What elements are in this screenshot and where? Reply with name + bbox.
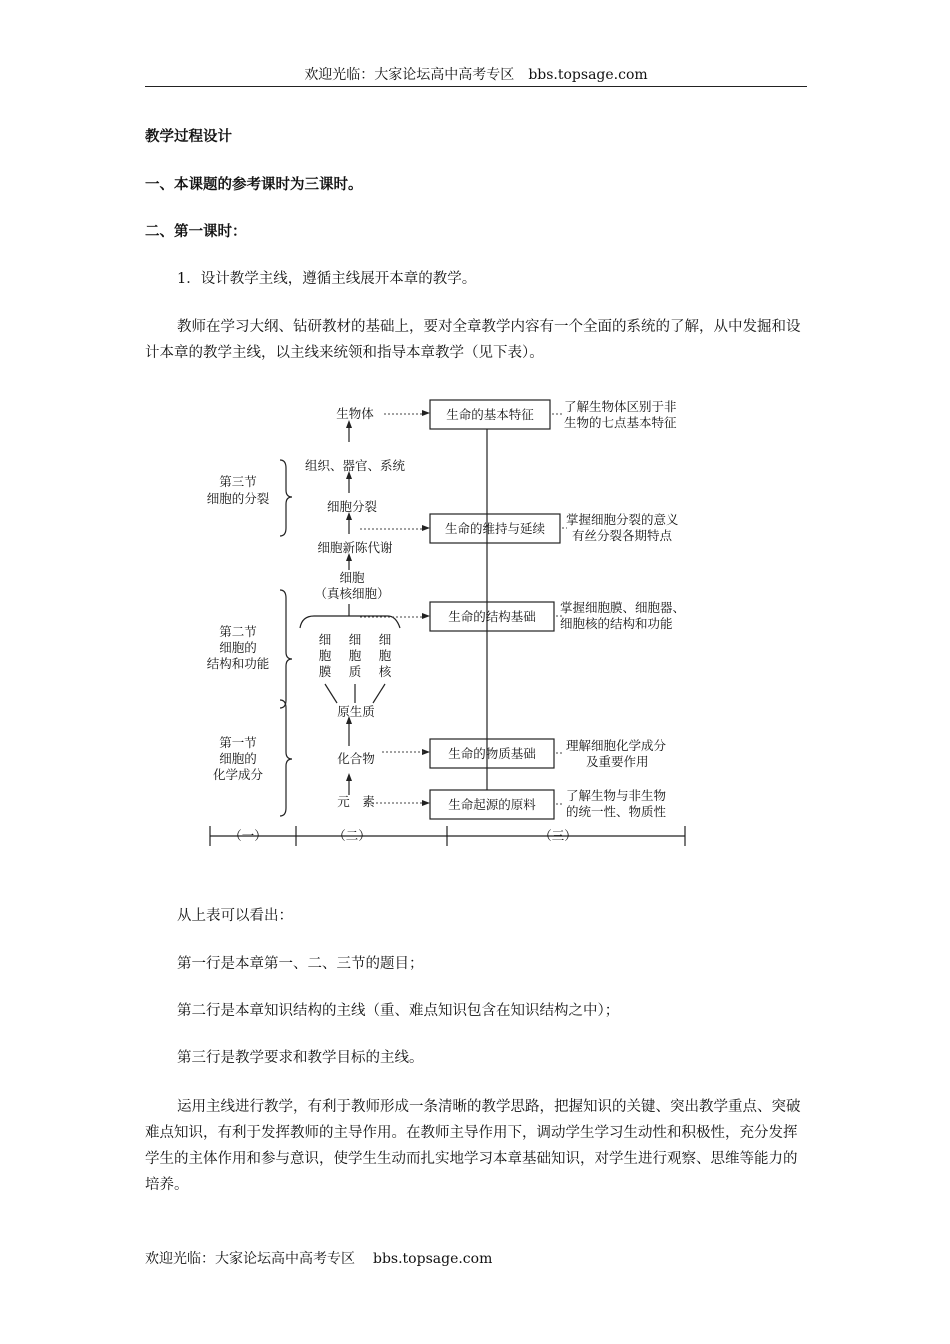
node-cell: 细胞 (339, 570, 365, 585)
cytoplasm-char-2: 胞 (348, 648, 362, 663)
box-basic-features: 生命的基本特征 (446, 407, 534, 422)
col-label-3: （三） (539, 828, 577, 843)
goal-4-b: 及重要作用 (586, 754, 649, 769)
doc-title: 教学过程设计 (145, 128, 232, 145)
header-site: bbs.topsage.com (528, 67, 648, 83)
node-division: 细胞分裂 (326, 499, 378, 514)
box-origin: 生命起源的原料 (448, 797, 536, 812)
membrane-char-2: 胞 (318, 648, 332, 663)
header-text: 欢迎光临：大家论坛高中高考专区 (304, 67, 515, 83)
col-label-2: （二） (333, 828, 371, 843)
box-material: 生命的物质基础 (448, 746, 536, 761)
sec3-title: 第三节 (219, 474, 257, 489)
paragraph-6: 运用主线进行教学，有利于教师形成一条清晰的教学思路，把握知识的关键、突出教学重点、突破难点知识，有利于发挥教师的主导作用。在教师主导作用下，调动学生学习生动性和积极性，充分发挥学生的主体作用和参与意识，使学生生动而扎实地学习本章基础知识，对学生进行观察、思维等能力的培养。 (145, 1099, 801, 1193)
nucleus-char-2: 胞 (378, 648, 392, 663)
sec1-title: 第一节 (219, 735, 257, 750)
goal-5-b: 的统一性、物质性 (566, 804, 667, 819)
node-tissues: 组织、器官、系统 (304, 458, 406, 473)
membrane-char-3: 膜 (318, 664, 332, 679)
sec1-name-b: 化学成分 (212, 767, 264, 782)
goal-2-a: 掌握细胞分裂的意义 (566, 512, 679, 527)
col-label-1: （一） (229, 828, 267, 843)
footer-site: bbs.topsage.com (373, 1251, 493, 1267)
node-protoplasm: 原生质 (337, 704, 375, 719)
paragraph-3: 第一行是本章第一、二、三节的题目； (177, 956, 424, 972)
heading-2: 二、第一课时： (145, 223, 247, 240)
paragraph-1: 教师在学习大纲、钻研教材的基础上，要对全章教学内容有一个全面的系统的了解，从中发掘和设计本章的教学主线，以主线来统领和指导本章教学（见下表）。 (145, 319, 801, 361)
paragraph-2: 从上表可以看出： (177, 908, 293, 924)
membrane-char-1: 细 (318, 632, 332, 647)
goal-4-a: 理解细胞化学成分 (566, 738, 667, 753)
heading-1: 一、本课题的参考课时为三课时。 (145, 176, 363, 193)
goal-3-a: 掌握细胞膜、细胞器、 (560, 600, 686, 615)
node-elements: 元 素 (337, 794, 375, 809)
sec2-title: 第二节 (219, 624, 257, 639)
page-footer (145, 1248, 492, 1268)
goal-2-b: 有丝分裂各期特点 (572, 528, 673, 543)
nucleus-char-1: 细 (378, 632, 392, 647)
node-organism: 生物体 (336, 406, 374, 421)
goal-5-a: 了解生物与非生物 (566, 788, 667, 803)
node-compounds: 化合物 (337, 751, 375, 766)
paragraph-4: 第二行是本章知识结构的主线（重、难点知识包含在知识结构之中）； (177, 1003, 620, 1019)
nucleus-char-3: 核 (378, 664, 392, 679)
footer-text: 欢迎光临：大家论坛高中高考专区 (145, 1251, 355, 1267)
box-maintenance: 生命的维持与延续 (444, 521, 546, 536)
box-structure: 生命的结构基础 (448, 609, 536, 624)
goal-1-a: 了解生物体区别于非 (564, 399, 677, 414)
goal-3-b: 细胞核的结构和功能 (560, 616, 673, 631)
sec1-name-a: 细胞的 (219, 751, 257, 766)
node-eukaryote: （真核细胞） (314, 586, 390, 601)
goal-1-b: 生物的七点基本特征 (564, 415, 677, 430)
sec2-name-b: 结构和功能 (206, 656, 270, 671)
cytoplasm-char-3: 质 (348, 664, 362, 679)
sec2-name-a: 细胞的 (219, 640, 257, 655)
item-1: 1．设计教学主线，遵循主线展开本章的教学。 (177, 271, 477, 287)
paragraph-5: 第三行是教学要求和教学目标的主线。 (177, 1050, 424, 1066)
cytoplasm-char-1: 细 (348, 632, 362, 647)
node-metabolism: 细胞新陈代谢 (317, 540, 393, 555)
sec3-name: 细胞的分裂 (206, 491, 270, 506)
